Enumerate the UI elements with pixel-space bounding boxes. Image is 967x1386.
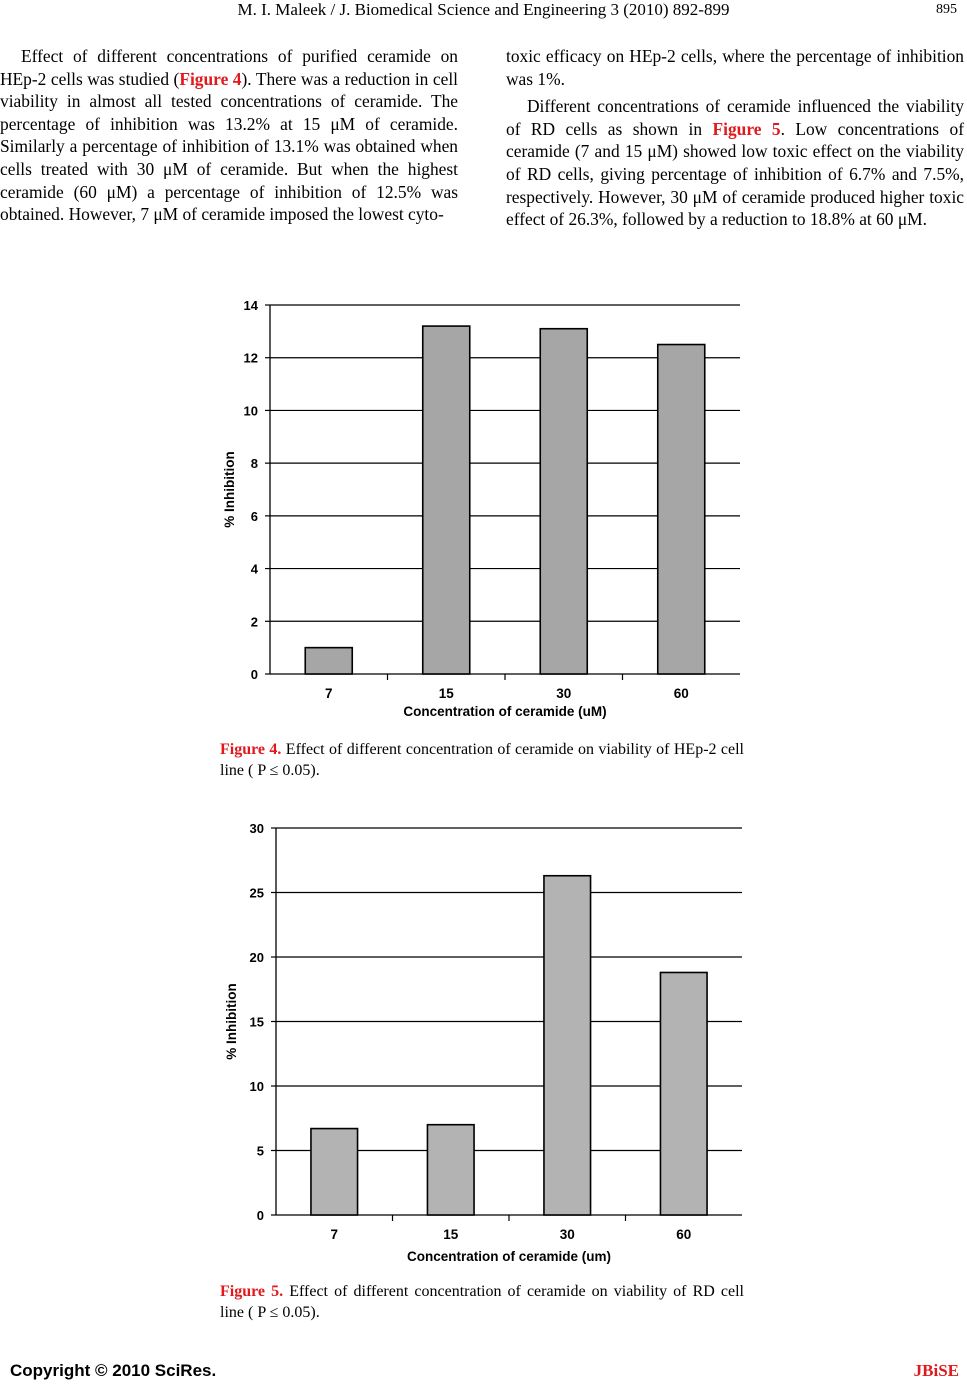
y-tick-label: 5 <box>256 1143 264 1159</box>
y-tick-label: 6 <box>250 508 258 524</box>
figure-4-svg <box>200 290 760 730</box>
running-title: M. I. Maleek / J. Biomedical Science and Engineering 3 (2010) 892-899 <box>237 0 730 19</box>
bar-15 <box>423 326 470 674</box>
x-axis-title: Concentration of ceramide (um) <box>406 1249 612 1264</box>
x-tick-label: 30 <box>559 1227 575 1242</box>
paragraph-continuation: toxic efficacy on HEp-2 cells, where the percentage of inhibition was 1%. <box>506 46 964 89</box>
page-header <box>0 0 967 24</box>
paragraph-text: . Low concentrations of ceramide (7 and 15 μM) showed low toxic effect on the viability of RD cells, giving percentage of inhibition of 6.7% and 7.5%, respectively. However, 30 μM of ceramide produced higher toxic effect of 26.3%, followed by a reduction to 18.8% at 60 μM. <box>506 118 964 230</box>
y-tick-label: 0 <box>256 1208 264 1223</box>
bar-30 <box>540 329 587 674</box>
bar-15 <box>427 1125 474 1215</box>
y-axis-title: % Inhibition <box>222 451 237 528</box>
x-tick-label: 7 <box>324 686 333 701</box>
paragraph-text: ). There was a reduction in cell viability in almost all tested concentrations of ceramide. The percentage of inhibition was 13.2% at 15 μM of ceramide. Similarly a percentage of inhibition of 13.1% was obtained when cells treated with 30 μM of ceramide. But when the highest ceramide (60 μM) a percentage of inhibition of 12.5% was obtained. However, 7 μM of ceramide imposed the lowest cyto- <box>0 68 458 225</box>
y-tick-label: 4 <box>250 561 258 577</box>
x-tick-label: 30 <box>556 686 572 701</box>
figure-5-svg <box>200 812 760 1272</box>
figure-5-reference[interactable]: Figure 5 <box>712 118 781 139</box>
figure-4-reference[interactable]: Figure 4 <box>179 68 242 89</box>
x-tick-label: 15 <box>443 1227 459 1242</box>
x-tick-label: 60 <box>673 686 689 701</box>
y-tick-label: 8 <box>250 456 258 472</box>
figure-4-chart <box>200 290 760 730</box>
bar-60 <box>660 972 707 1215</box>
figure-4-caption <box>220 739 744 781</box>
left-column <box>0 45 458 226</box>
y-tick-label: 15 <box>249 1014 264 1030</box>
bar-30 <box>544 876 591 1215</box>
figure-4-caption-text: Effect of different concentration of ceramide on viability of HEp-2 cell line ( P ≤ 0.05). <box>220 741 744 779</box>
y-tick-label: 14 <box>243 298 258 313</box>
y-axis-title: % Inhibition <box>224 983 239 1060</box>
y-tick-label: 30 <box>249 821 264 836</box>
paragraph-fig5-results <box>506 95 964 231</box>
x-tick-label: 60 <box>676 1227 692 1242</box>
y-tick-label: 2 <box>250 614 258 630</box>
figure-5-chart <box>200 812 760 1272</box>
figure-5-caption-text: Effect of different concentration of ceramide on viability of RD cell line ( P ≤ 0.05). <box>220 1283 745 1321</box>
bar-7 <box>305 648 352 674</box>
y-tick-label: 25 <box>249 885 264 901</box>
bar-7 <box>311 1129 358 1215</box>
x-axis-title: Concentration of ceramide (uM) <box>403 704 607 719</box>
page-footer <box>0 1361 967 1386</box>
journal-abbreviation: JBiSE <box>913 1361 959 1380</box>
y-tick-label: 10 <box>243 403 258 419</box>
page-number: 895 <box>936 2 957 17</box>
copyright-notice: Copyright © 2010 SciRes. <box>10 1361 217 1380</box>
y-tick-label: 10 <box>249 1079 264 1094</box>
bar-60 <box>658 345 705 674</box>
figure-5-caption <box>220 1281 744 1323</box>
y-tick-label: 20 <box>249 950 264 965</box>
y-tick-label: 12 <box>243 350 258 366</box>
y-tick-label: 0 <box>250 667 258 682</box>
figure-4-label: Figure 4. <box>220 741 282 758</box>
right-column <box>506 45 964 231</box>
paragraph-text: Different concentrations of ceramide influenced the viability of RD cells as shown in <box>506 96 964 139</box>
paragraph-text: Effect of different concentrations of purified ceramide on HEp-2 cells was studied ( <box>0 46 458 89</box>
x-tick-label: 15 <box>438 686 454 701</box>
figure-5-label: Figure 5. <box>220 1283 284 1300</box>
paragraph-fig4-results <box>0 45 458 226</box>
x-tick-label: 7 <box>330 1227 339 1242</box>
